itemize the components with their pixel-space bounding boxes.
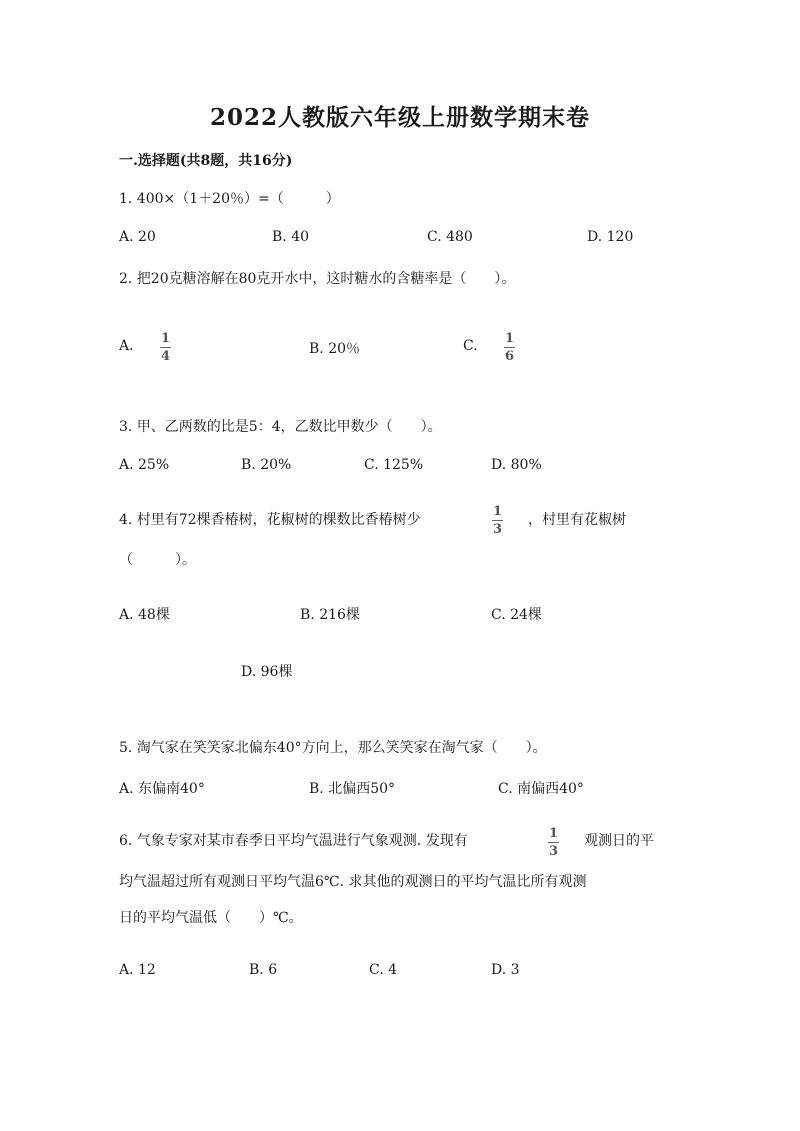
q4-option-b: B. 216棵 — [300, 607, 360, 623]
q4-stem-fraction — [492, 504, 503, 537]
q2-option-c: C. — [463, 338, 478, 354]
fraction-numerator: 1 — [160, 331, 171, 346]
q3-option-d: D. 80% — [491, 457, 542, 473]
question-2-stem: 2. 把20克糖溶解在80克开水中，这时糖水的含糖率是（ ）。 — [119, 271, 516, 287]
question-6-stem-line2: 均气温超过所有观测日平均气温6℃. 求其他的观测日的平均气温比所有观测 — [119, 874, 587, 890]
fraction-denominator: 6 — [504, 349, 515, 364]
fraction-numerator: 1 — [492, 504, 503, 519]
q6-option-a: A. 12 — [119, 962, 156, 978]
q2-option-a: A. — [119, 338, 134, 354]
q5-option-a: A. 东偏南40° — [119, 781, 205, 797]
q3-option-c: C. 125% — [364, 457, 424, 473]
q4-option-a: A. 48棵 — [119, 607, 170, 623]
question-6-stem: 6. 气象专家对某市春季日平均气温进行气象观测. 发现有 — [119, 833, 468, 849]
question-4-stem-line2: （ ）。 — [119, 552, 196, 568]
fraction-denominator: 3 — [548, 844, 559, 859]
fraction-numerator: 1 — [548, 826, 559, 841]
question-6-stem-line3: 日的平均气温低（ ）℃。 — [119, 910, 303, 926]
question-4-stem: 4. 村里有72棵香椿树，花椒树的棵数比香椿树少 — [119, 512, 421, 528]
page-title: 2022人教版六年级上册数学期末卷 — [209, 104, 590, 131]
fraction-bar — [504, 347, 515, 348]
question-6-stem-tail: 观测日的平 — [584, 833, 654, 849]
q3-option-a: A. 25% — [119, 457, 170, 473]
question-4-stem-tail: ，村里有花椒树 — [528, 512, 626, 528]
q5-option-b: B. 北偏西50° — [309, 781, 396, 797]
q2-option-b: B. 20％ — [309, 341, 361, 357]
q4-option-c: C. 24棵 — [491, 607, 542, 623]
fraction-bar — [160, 347, 171, 348]
q3-option-b: B. 20% — [241, 457, 292, 473]
q1-option-b: B. 40 — [272, 229, 310, 245]
q5-option-c: C. 南偏西40° — [498, 781, 584, 797]
q2-option-a-fraction — [160, 331, 171, 364]
fraction-numerator: 1 — [504, 331, 515, 346]
fraction-bar — [548, 842, 559, 843]
q1-option-c: C. 480 — [427, 229, 473, 245]
q6-stem-fraction — [548, 826, 559, 859]
section-heading: 一.选择题(共8题，共16分) — [119, 153, 293, 169]
q6-option-d: D. 3 — [491, 962, 520, 978]
q6-option-c: C. 4 — [369, 962, 398, 978]
q1-option-a: A. 20 — [119, 229, 156, 245]
q1-option-d: D. 120 — [587, 229, 634, 245]
q2-option-c-fraction — [504, 331, 515, 364]
fraction-denominator: 4 — [160, 349, 171, 364]
fraction-denominator: 3 — [492, 522, 503, 537]
question-5-stem: 5. 淘气家在笑笑家北偏东40°方向上，那么笑笑家在淘气家（ ）。 — [119, 740, 547, 756]
question-1-stem: 1. 400×（1＋20％）=（ ） — [119, 191, 340, 207]
q4-option-d: D. 96棵 — [241, 664, 293, 680]
fraction-bar — [492, 520, 503, 521]
question-3-stem: 3. 甲、乙两数的比是5：4，乙数比甲数少（ ）。 — [119, 419, 442, 435]
q6-option-b: B. 6 — [249, 962, 278, 978]
